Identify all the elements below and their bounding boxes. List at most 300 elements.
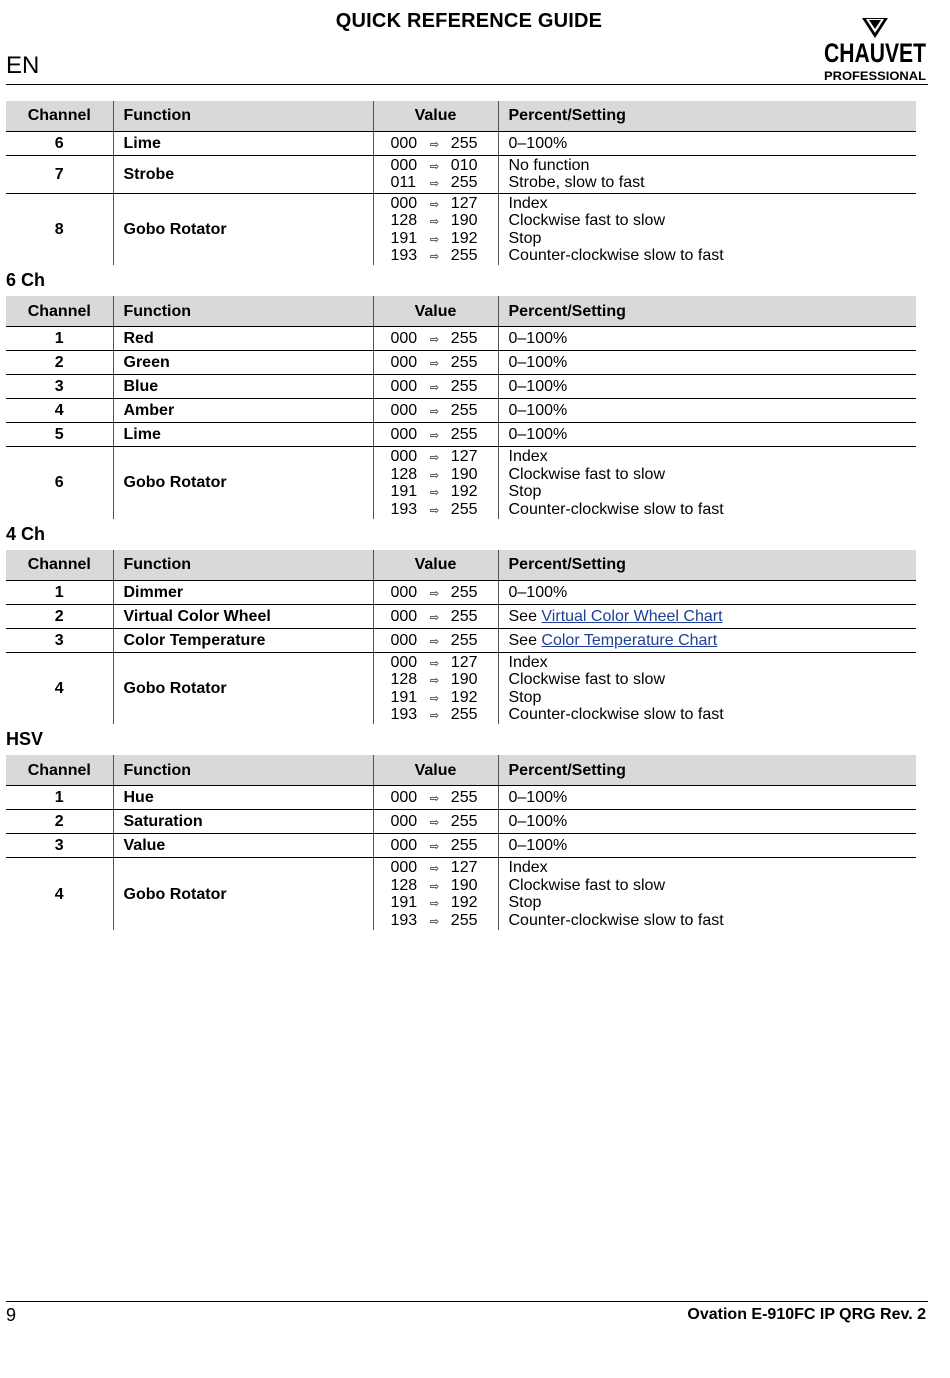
function-name: Saturation — [113, 810, 373, 834]
setting-text: No function — [508, 157, 590, 174]
logo-wordmark: CHAUVET — [824, 38, 927, 68]
table-row — [6, 193, 916, 265]
setting-text: Clockwise fast to slow — [508, 671, 665, 689]
range-end: 192 — [450, 483, 478, 501]
function-name: Gobo Rotator — [113, 858, 373, 930]
range-end: 192 — [450, 688, 478, 706]
arrow-right-icon: ⇨ — [429, 793, 440, 806]
setting-cell — [498, 447, 916, 519]
arrow-right-icon: ⇨ — [429, 452, 440, 465]
arrow-right-icon: ⇨ — [429, 334, 440, 347]
chart-link[interactable]: Virtual Color Wheel Chart — [541, 607, 723, 625]
value-range — [391, 608, 498, 625]
table-row — [6, 399, 916, 423]
value-cell — [373, 834, 498, 858]
arrow-right-icon: ⇨ — [429, 487, 440, 500]
table-row — [6, 628, 916, 652]
range-start: 000 — [390, 859, 418, 877]
dmx-table — [6, 101, 916, 265]
value-range — [391, 330, 498, 347]
setting-cell — [498, 652, 916, 724]
section-title: 4 Ch — [6, 523, 46, 544]
dmx-table — [6, 550, 916, 725]
range-start: 191 — [390, 229, 418, 247]
setting-line — [509, 212, 917, 229]
arrow-right-icon: ⇨ — [429, 504, 440, 517]
range-end: 255 — [450, 583, 478, 601]
range-end: 127 — [450, 859, 478, 877]
function-name: Red — [113, 327, 373, 351]
range-end: 255 — [450, 378, 478, 396]
range-end: 255 — [450, 134, 478, 152]
arrow-right-icon: ⇨ — [429, 233, 440, 246]
channel-number: 4 — [6, 399, 113, 423]
range-end: 190 — [450, 876, 478, 894]
arrow-right-icon: ⇨ — [429, 587, 440, 600]
channel-number: 3 — [6, 375, 113, 399]
arrow-right-icon: ⇨ — [429, 880, 440, 893]
setting-cell — [498, 399, 916, 423]
value-range — [391, 230, 498, 247]
value-range — [391, 426, 498, 443]
setting-text: Stop — [508, 229, 542, 247]
range-start: 128 — [390, 465, 418, 483]
setting-line — [509, 354, 917, 371]
range-start: 193 — [390, 246, 418, 264]
range-start: 000 — [390, 330, 418, 348]
range-start: 191 — [390, 483, 418, 501]
channel-number: 2 — [6, 351, 113, 375]
setting-text: 0–100% — [508, 354, 568, 372]
setting-line — [509, 654, 917, 671]
setting-line — [509, 483, 917, 500]
table-row — [6, 327, 916, 351]
setting-text: 0–100% — [508, 402, 568, 420]
arrow-right-icon: ⇨ — [429, 863, 440, 876]
footer-divider — [6, 1301, 928, 1302]
column-header-function: Function — [113, 296, 373, 327]
table-row — [6, 156, 916, 194]
channel-number: 6 — [54, 474, 64, 492]
setting-line — [509, 448, 917, 465]
function-name: Hue — [113, 786, 373, 810]
column-header-value: Value — [373, 755, 498, 786]
range-end: 255 — [450, 789, 478, 807]
range-end: 127 — [450, 194, 478, 212]
arrow-right-icon: ⇨ — [429, 841, 440, 854]
setting-text: 0–100% — [508, 813, 568, 831]
table-row — [6, 580, 916, 604]
column-header-channel: Channel — [6, 101, 113, 132]
setting-cell — [498, 375, 916, 399]
arrow-right-icon: ⇨ — [429, 138, 440, 151]
setting-text: Clockwise fast to slow — [508, 876, 665, 894]
value-cell — [373, 447, 498, 519]
range-start: 011 — [390, 174, 417, 192]
setting-text: Counter-clockwise slow to fast — [508, 500, 724, 518]
value-cell — [373, 156, 498, 194]
column-header-value: Value — [373, 101, 498, 132]
range-end: 255 — [450, 706, 478, 724]
setting-cell — [498, 156, 916, 194]
setting-cell — [498, 132, 916, 156]
table-row — [6, 810, 916, 834]
setting-text: 0–100% — [508, 837, 568, 855]
setting-line — [509, 813, 917, 830]
value-range — [391, 912, 498, 929]
column-header-setting: Percent/Setting — [498, 550, 916, 581]
range-end: 192 — [450, 229, 478, 247]
arrow-right-icon: ⇨ — [429, 675, 440, 688]
value-range — [391, 354, 498, 371]
table-row — [6, 351, 916, 375]
arrow-right-icon: ⇨ — [429, 692, 440, 705]
setting-cell — [498, 351, 916, 375]
arrow-right-icon: ⇨ — [429, 915, 440, 928]
brand-logo — [822, 16, 928, 82]
setting-line — [509, 877, 917, 894]
table-row — [6, 132, 916, 156]
range-start: 000 — [390, 157, 418, 174]
channel-number: 2 — [6, 810, 113, 834]
setting-line — [509, 330, 917, 347]
range-end: 010 — [450, 157, 478, 174]
table-row — [6, 858, 916, 930]
value-cell — [373, 375, 498, 399]
function-name: Color Temperature — [113, 628, 373, 652]
setting-cell — [498, 858, 916, 930]
range-start: 128 — [390, 671, 418, 689]
dmx-table — [6, 755, 916, 930]
value-cell — [373, 132, 498, 156]
setting-text: 0–100% — [508, 330, 568, 348]
arrow-right-icon: ⇨ — [429, 382, 440, 395]
value-cell — [373, 351, 498, 375]
setting-text: 0–100% — [508, 378, 568, 396]
range-start: 000 — [390, 402, 418, 420]
value-cell — [373, 580, 498, 604]
setting-line — [509, 135, 917, 152]
table-row — [6, 375, 916, 399]
range-end: 255 — [450, 813, 478, 831]
value-range — [391, 448, 498, 465]
range-start: 193 — [390, 911, 418, 929]
value-range — [391, 877, 498, 894]
setting-cell — [498, 423, 916, 447]
chart-link[interactable]: Color Temperature Chart — [541, 631, 718, 649]
setting-line — [509, 230, 917, 247]
arrow-right-icon: ⇨ — [429, 898, 440, 911]
column-header-value: Value — [373, 296, 498, 327]
column-header-channel: Channel — [6, 550, 113, 581]
range-end: 127 — [450, 653, 478, 671]
function-name: Strobe — [113, 156, 373, 194]
column-header-setting: Percent/Setting — [498, 101, 916, 132]
setting-line — [509, 912, 917, 929]
setting-line — [509, 608, 917, 625]
range-end: 255 — [450, 402, 478, 420]
setting-text: Index — [508, 194, 548, 212]
value-range — [391, 859, 498, 876]
range-start: 000 — [390, 354, 418, 372]
value-range — [391, 584, 498, 601]
setting-text: Counter-clockwise slow to fast — [508, 246, 724, 264]
range-end: 255 — [450, 330, 478, 348]
column-header-channel: Channel — [6, 296, 113, 327]
setting-text: Counter-clockwise slow to fast — [508, 706, 724, 724]
setting-line — [509, 584, 917, 601]
setting-text: Strobe, slow to fast — [508, 174, 645, 192]
arrow-right-icon: ⇨ — [429, 710, 440, 723]
channel-number: 3 — [6, 834, 113, 858]
value-cell — [373, 628, 498, 652]
arrow-right-icon: ⇨ — [429, 178, 440, 191]
value-range — [391, 157, 498, 174]
setting-line — [509, 859, 917, 876]
range-start: 000 — [390, 448, 418, 466]
setting-line — [509, 789, 917, 806]
column-header-setting: Percent/Setting — [498, 296, 916, 327]
setting-text: Stop — [508, 894, 542, 912]
setting-cell — [498, 786, 916, 810]
range-end: 190 — [450, 671, 478, 689]
arrow-right-icon: ⇨ — [429, 358, 440, 371]
channel-number: 4 — [54, 885, 64, 903]
range-end: 255 — [450, 500, 478, 518]
function-name: Green — [113, 351, 373, 375]
arrow-right-icon: ⇨ — [429, 469, 440, 482]
setting-line — [509, 632, 917, 649]
setting-line — [509, 706, 917, 723]
value-range — [391, 247, 498, 264]
value-cell — [373, 423, 498, 447]
value-range — [391, 378, 498, 395]
value-range — [391, 195, 498, 212]
setting-text: Clockwise fast to slow — [508, 465, 665, 483]
range-end: 127 — [450, 448, 478, 466]
setting-text: 0–100% — [508, 134, 568, 152]
channel-number: 1 — [6, 580, 113, 604]
value-cell — [373, 786, 498, 810]
range-end: 255 — [450, 631, 478, 649]
range-start: 193 — [390, 706, 418, 724]
setting-cell — [498, 810, 916, 834]
setting-line — [509, 157, 917, 174]
arrow-right-icon: ⇨ — [429, 817, 440, 830]
setting-line — [509, 426, 917, 443]
value-range — [391, 174, 498, 191]
column-header-channel: Channel — [6, 755, 113, 786]
value-range — [391, 466, 498, 483]
column-header-function: Function — [113, 755, 373, 786]
table-row — [6, 652, 916, 724]
channel-number: 6 — [6, 132, 113, 156]
column-header-function: Function — [113, 101, 373, 132]
range-start: 000 — [390, 813, 418, 831]
range-end: 255 — [450, 837, 478, 855]
setting-line — [509, 501, 917, 518]
table-header-row — [6, 296, 916, 327]
range-start: 193 — [390, 500, 418, 518]
value-range — [391, 894, 498, 911]
value-range — [391, 689, 498, 706]
language-label: EN — [6, 52, 40, 79]
range-end: 255 — [450, 426, 478, 444]
function-name: Lime — [113, 423, 373, 447]
value-cell — [373, 652, 498, 724]
channel-number: 3 — [6, 628, 113, 652]
channel-number: 2 — [6, 604, 113, 628]
arrow-right-icon: ⇨ — [429, 611, 440, 624]
setting-line — [509, 247, 917, 264]
setting-text: Index — [508, 859, 548, 877]
function-name: Dimmer — [113, 580, 373, 604]
value-cell — [373, 858, 498, 930]
value-cell — [373, 810, 498, 834]
setting-text: Stop — [508, 483, 542, 501]
setting-line — [509, 466, 917, 483]
setting-text: 0–100% — [508, 789, 568, 807]
channel-number: 7 — [6, 156, 113, 194]
arrow-right-icon: ⇨ — [429, 430, 440, 443]
value-range — [391, 837, 498, 854]
arrow-right-icon: ⇨ — [429, 198, 440, 211]
setting-line — [509, 378, 917, 395]
table-row — [6, 423, 916, 447]
value-range — [391, 501, 498, 518]
table-header-row — [6, 101, 916, 132]
function-name: Virtual Color Wheel — [113, 604, 373, 628]
range-start: 000 — [390, 631, 418, 649]
channel-number: 4 — [54, 679, 64, 697]
setting-text: Index — [508, 448, 548, 466]
range-end: 255 — [450, 607, 478, 625]
setting-text: See — [508, 631, 542, 649]
column-header-value: Value — [373, 550, 498, 581]
setting-cell — [498, 193, 916, 265]
range-end: 190 — [450, 465, 478, 483]
value-range — [391, 789, 498, 806]
range-start: 191 — [390, 894, 418, 912]
range-end: 192 — [450, 894, 478, 912]
range-end: 255 — [450, 174, 478, 192]
setting-cell — [498, 628, 916, 652]
range-start: 191 — [390, 688, 418, 706]
setting-line — [509, 402, 917, 419]
range-start: 128 — [390, 212, 418, 230]
range-end: 255 — [450, 246, 478, 264]
range-start: 000 — [390, 653, 418, 671]
table-header-row — [6, 755, 916, 786]
function-name: Gobo Rotator — [113, 193, 373, 265]
value-range — [391, 654, 498, 671]
setting-cell — [498, 604, 916, 628]
range-start: 000 — [390, 607, 418, 625]
page-title: QUICK REFERENCE GUIDE — [335, 10, 603, 32]
range-start: 000 — [390, 378, 418, 396]
channel-number: 1 — [6, 327, 113, 351]
value-range — [391, 632, 498, 649]
section-title: HSV — [6, 729, 44, 750]
dmx-table — [6, 296, 916, 519]
page-number: 9 — [6, 1305, 17, 1325]
value-range — [391, 813, 498, 830]
function-name: Blue — [113, 375, 373, 399]
value-range — [391, 706, 498, 723]
document-id: Ovation E-910FC IP QRG Rev. 2 — [687, 1306, 926, 1323]
table-row — [6, 604, 916, 628]
logo-subtitle: PROFESSIONAL — [824, 71, 926, 83]
dmx-tables — [6, 101, 916, 930]
setting-text: Clockwise fast to slow — [508, 212, 665, 230]
function-name: Value — [113, 834, 373, 858]
range-start: 000 — [390, 583, 418, 601]
column-header-function: Function — [113, 550, 373, 581]
range-start: 000 — [390, 134, 418, 152]
channel-number: 1 — [6, 786, 113, 810]
channel-number: 8 — [54, 220, 64, 238]
value-cell — [373, 193, 498, 265]
value-cell — [373, 604, 498, 628]
setting-cell — [498, 327, 916, 351]
setting-line — [509, 671, 917, 688]
range-end: 255 — [450, 354, 478, 372]
function-name: Amber — [113, 399, 373, 423]
setting-text: Stop — [508, 688, 542, 706]
range-end: 255 — [450, 911, 478, 929]
table-row — [6, 786, 916, 810]
arrow-right-icon: ⇨ — [429, 161, 440, 173]
value-range — [391, 212, 498, 229]
range-end: 190 — [450, 212, 478, 230]
setting-line — [509, 174, 917, 191]
value-range — [391, 671, 498, 688]
setting-cell — [498, 580, 916, 604]
setting-text: 0–100% — [508, 583, 568, 601]
table-header-row — [6, 550, 916, 581]
header-divider — [6, 84, 928, 85]
table-row — [6, 834, 916, 858]
arrow-right-icon: ⇨ — [429, 250, 440, 263]
function-name: Gobo Rotator — [113, 447, 373, 519]
setting-cell — [498, 834, 916, 858]
range-start: 000 — [390, 194, 418, 212]
table-row — [6, 447, 916, 519]
setting-line — [509, 894, 917, 911]
setting-text: Counter-clockwise slow to fast — [508, 911, 724, 929]
function-name: Lime — [113, 132, 373, 156]
setting-text: Index — [508, 653, 548, 671]
column-header-setting: Percent/Setting — [498, 755, 916, 786]
setting-line — [509, 689, 917, 706]
range-start: 128 — [390, 876, 418, 894]
arrow-right-icon: ⇨ — [429, 406, 440, 419]
value-cell — [373, 399, 498, 423]
arrow-right-icon: ⇨ — [429, 657, 440, 670]
setting-text: 0–100% — [508, 426, 568, 444]
value-range — [391, 483, 498, 500]
function-name: Gobo Rotator — [113, 652, 373, 724]
setting-line — [509, 195, 917, 212]
setting-text: See — [508, 607, 542, 625]
section-title: 6 Ch — [6, 270, 46, 291]
arrow-right-icon: ⇨ — [429, 635, 440, 648]
setting-line — [509, 837, 917, 854]
value-cell — [373, 327, 498, 351]
value-range — [391, 402, 498, 419]
range-start: 000 — [390, 426, 418, 444]
channel-number: 5 — [6, 423, 113, 447]
